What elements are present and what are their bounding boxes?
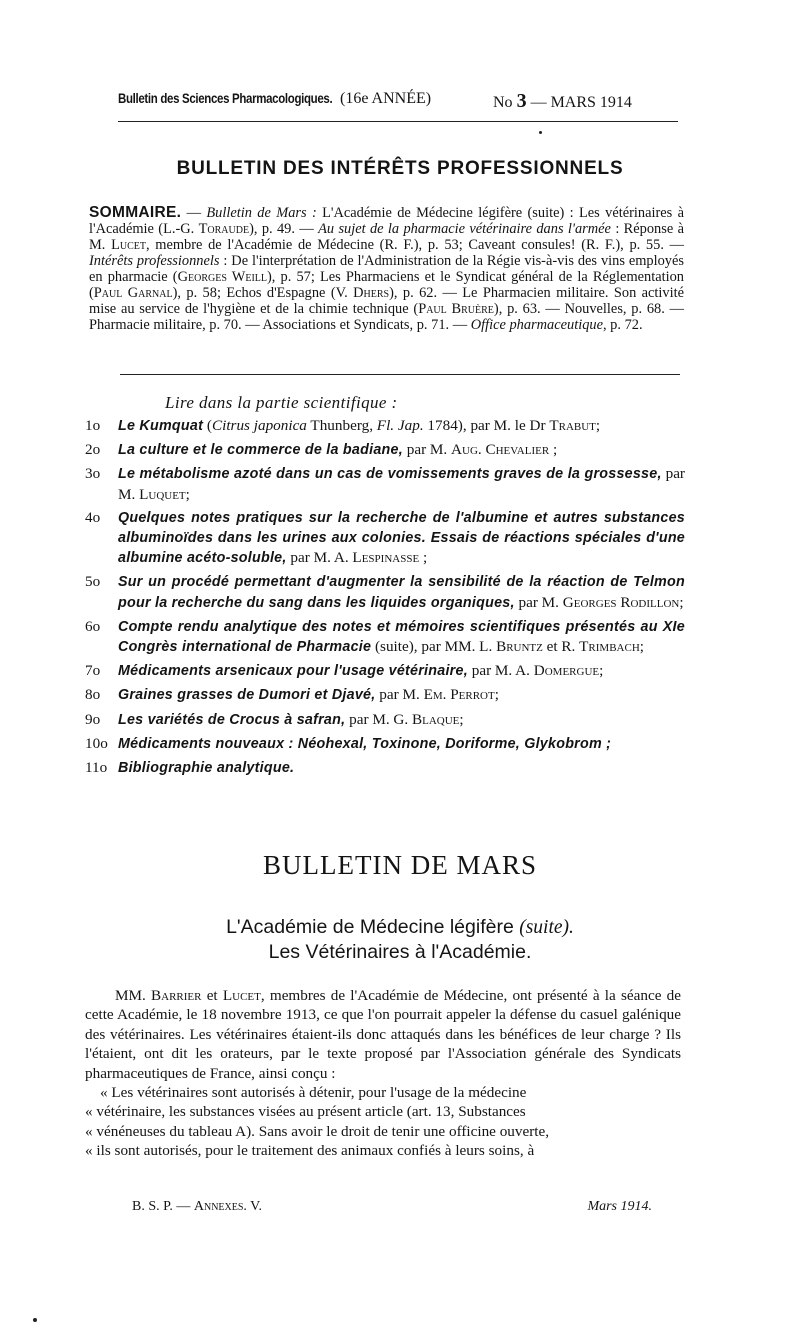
item-number: 9o	[85, 710, 101, 728]
list-item	[85, 758, 685, 778]
summary-text: —	[181, 205, 207, 221]
item-title: Le métabolisme azoté dans un cas de vomissements graves de la grossesse,	[118, 466, 662, 483]
summary-text: Intérêts professionnels	[89, 253, 220, 269]
item-title: Médicaments arsenicaux pour l'usage vétérinaire,	[118, 663, 468, 680]
footer-text: . V.	[243, 1199, 262, 1214]
quote-line: « Les vétérinaires sont autorisés à détenir, pour l'usage de la médecine	[100, 1084, 527, 1102]
body-text: MM.	[115, 987, 152, 1004]
item-number: 7o	[85, 662, 101, 680]
list-item	[85, 617, 685, 657]
footer-date: Mars 1914.	[587, 1199, 652, 1214]
item-text: ;	[494, 686, 499, 704]
item-text: ;	[185, 485, 190, 503]
item-number: 10o	[85, 734, 108, 752]
item-title: Médicaments nouveaux : Néohexal, Toxinone, Doriforme, Glykobrom ;	[118, 735, 612, 752]
author-name: Dhers	[353, 285, 390, 301]
article-title-line2: Les Vétérinaires à l'Académie.	[268, 941, 532, 963]
item-number: 5o	[85, 573, 101, 591]
item-text: (	[203, 417, 212, 434]
section-heading: BULLETIN DES INTÉRÊTS PROFESSIONNELS	[176, 158, 624, 179]
summary-rule	[120, 374, 680, 375]
quote-line: « ils sont autorisés, pour le traitement des animaux confiés à leurs soins, à	[85, 1142, 535, 1160]
summary-text: Au sujet de la pharmacie vétérinaire dans l'armée	[318, 221, 611, 237]
item-title: Quelques notes pratiques sur la recherche de l'albumine et autres substances albuminoïdes dans les urines aux colonies. Essais de réactions spéciales d'une albumine acéto-soluble,	[118, 509, 685, 567]
list-item	[85, 685, 685, 705]
item-text: par M.	[402, 441, 452, 459]
author-name: Em. Perrot	[423, 686, 495, 704]
item-text: par M. A.	[286, 549, 353, 567]
item-text: par M.	[118, 465, 685, 503]
item-text: par M.	[514, 593, 563, 611]
author-name: Paul Bruère	[418, 301, 494, 317]
item-text: ;	[639, 638, 644, 656]
item-title: Les variétés de Crocus à safran,	[118, 711, 346, 728]
journal-title: Bulletin des Sciences Pharmacologiques.	[118, 90, 333, 106]
item-text: ;	[419, 549, 428, 567]
item-number: 4o	[85, 508, 101, 526]
article-title	[40, 915, 760, 965]
body-text: , membres de l'Académie de Médecine, ont présenté à la séance de cette Académie, le 18 novembre 1913, ce que l'on pourrait appeler la défense du casuel galénique des vétérinaires. Les vétérinaires étaient-ils donc attaqués dans les bénéfices de leur charge ? Ils l'étaient, ont dit les orateurs, par le texte proposé par l'Association générale des Syndicats pharmaceutiques de France, ainsi conçu :	[85, 987, 681, 1082]
item-text: ;	[599, 662, 604, 680]
footer-signature	[132, 1199, 262, 1215]
item-text: par M.	[375, 686, 424, 704]
author-name: Bruntz	[496, 638, 543, 656]
year-label: (16e ANNÉE)	[340, 90, 432, 107]
speck	[539, 131, 542, 134]
author-name: Aug. Chevalier	[451, 441, 550, 459]
list-item	[85, 416, 685, 436]
item-text: par M. A.	[467, 662, 534, 680]
scientific-contents-list	[85, 416, 685, 782]
summary-text: L'Académie de Médecine légifère (suite) : Les vétérinaires à l'Académie (L.-G.	[89, 205, 684, 237]
item-text: par M. G.	[345, 710, 412, 728]
item-title: Compte rendu analytique des notes et mémoires scientifiques présentés au XIe Congrès international de Pharmacie	[118, 618, 685, 656]
item-number: 8o	[85, 686, 101, 704]
item-text: 1784), par M. le Dr	[423, 417, 550, 434]
item-text: Citrus japonica	[211, 417, 307, 434]
author-name: Trimbach	[579, 638, 640, 656]
summary-text: , p. 72.	[602, 317, 643, 333]
item-title: Bibliographie analytique.	[118, 760, 295, 777]
item-title: La culture et le commerce de la badiane,	[118, 442, 403, 459]
item-text: Thunberg,	[306, 417, 377, 434]
running-header	[118, 90, 678, 114]
body-text: et	[201, 987, 223, 1004]
footer-text: B. S. P. —	[132, 1199, 194, 1214]
item-number: 6o	[85, 617, 101, 635]
summary-text: ), p. 58; Echos d'Espagne (V.	[172, 285, 354, 301]
item-title: Sur un procédé permettant d'augmenter la sensibilité de la réaction de Telmon pour la recherche du sang dans les liquides organiques,	[118, 574, 685, 611]
author-name: Barrier	[151, 987, 202, 1004]
author-name: Georges Rodillon	[562, 593, 680, 611]
header-rule	[118, 121, 678, 122]
article-title-suite: (suite).	[519, 917, 574, 938]
item-text: (suite), par MM. L.	[371, 638, 497, 656]
list-item	[85, 464, 685, 503]
issue-label	[493, 90, 632, 113]
list-item	[85, 508, 685, 569]
list-item	[85, 440, 685, 460]
author-name: Domergue	[533, 662, 600, 680]
issue-date: — MARS 1914	[530, 94, 632, 111]
summary-text: ), p. 63. — Nouvelles, p. 68. — Pharmacie militaire, p. 70. — Associations et Syndicats, p. 71. —	[89, 301, 685, 333]
item-number: 11o	[85, 759, 108, 777]
author-name: Blaque	[411, 710, 460, 728]
item-number: 1o	[85, 417, 101, 434]
author-name: Toraude	[198, 221, 250, 237]
author-name: Paul Garnal	[93, 285, 173, 301]
author-name: Luquet	[139, 485, 186, 503]
item-text: ;	[679, 593, 684, 611]
page-footer	[132, 1199, 652, 1217]
issue-prefix: No	[493, 94, 513, 111]
footer-text: Annexes	[193, 1199, 244, 1214]
item-text: ;	[549, 441, 558, 459]
author-name: Lucet	[111, 237, 146, 253]
quote-line: « vétérinaire, les substances visées au présent article (art. 13, Substances	[85, 1103, 526, 1121]
list-item	[85, 572, 685, 612]
summary-text: : Réponse à M.	[89, 221, 684, 253]
list-item	[85, 710, 685, 730]
summary-text: ), p. 49. —	[249, 221, 319, 237]
summary-text: Office pharmaceutique	[470, 317, 603, 333]
author-name: Georges Weill	[177, 269, 267, 285]
item-text: ;	[595, 417, 601, 434]
issue-number: 3	[516, 90, 527, 112]
item-title: Le Kumquat	[118, 418, 204, 434]
speck	[33, 1318, 37, 1322]
author-name: Lucet	[222, 987, 261, 1004]
list-item	[85, 734, 685, 754]
summary-paragraph	[89, 205, 684, 333]
author-name: Lespinasse	[352, 549, 420, 567]
article-title-text: L'Académie de Médecine légifère	[226, 916, 520, 938]
item-title: Graines grasses de Dumori et Djavé,	[118, 687, 376, 704]
item-number: 2o	[85, 441, 101, 459]
summary-label: SOMMAIRE.	[89, 204, 182, 221]
quote-line: « vénéneuses du tableau A). Sans avoir le droit de tenir une officine ouverte,	[85, 1122, 550, 1140]
scientific-part-heading: Lire dans la partie scientifique :	[165, 393, 398, 412]
summary-text: : De l'interprétation de l'Administration de la Régie vis-à-vis des vins employés en pharmacie (	[89, 253, 684, 285]
summary-text: Bulletin de Mars :	[206, 205, 323, 221]
summary-text: , membre de l'Académie de Médecine (R. F.), p. 53; Caveant consules! (R. F.), p. 55. —	[145, 237, 684, 253]
item-number: 3o	[85, 465, 101, 483]
item-text: Fl. Jap.	[376, 417, 424, 434]
author-name: Trabut	[549, 417, 596, 434]
bulletin-title: BULLETIN DE MARS	[263, 850, 537, 880]
item-text: et R.	[542, 638, 580, 656]
article-title-line1	[40, 915, 760, 940]
summary-text: ), p. 62. — Le Pharmacien militaire. Son activité mise au service de l'hygiène et de la chimie technique (	[89, 285, 685, 317]
list-item	[85, 661, 685, 681]
summary-text: ), p. 57; Les Pharmaciens et le Syndicat général de la Réglementation (	[89, 269, 684, 301]
article-body	[85, 986, 681, 1161]
item-text: ;	[459, 710, 464, 728]
body-paragraph	[85, 986, 681, 1083]
